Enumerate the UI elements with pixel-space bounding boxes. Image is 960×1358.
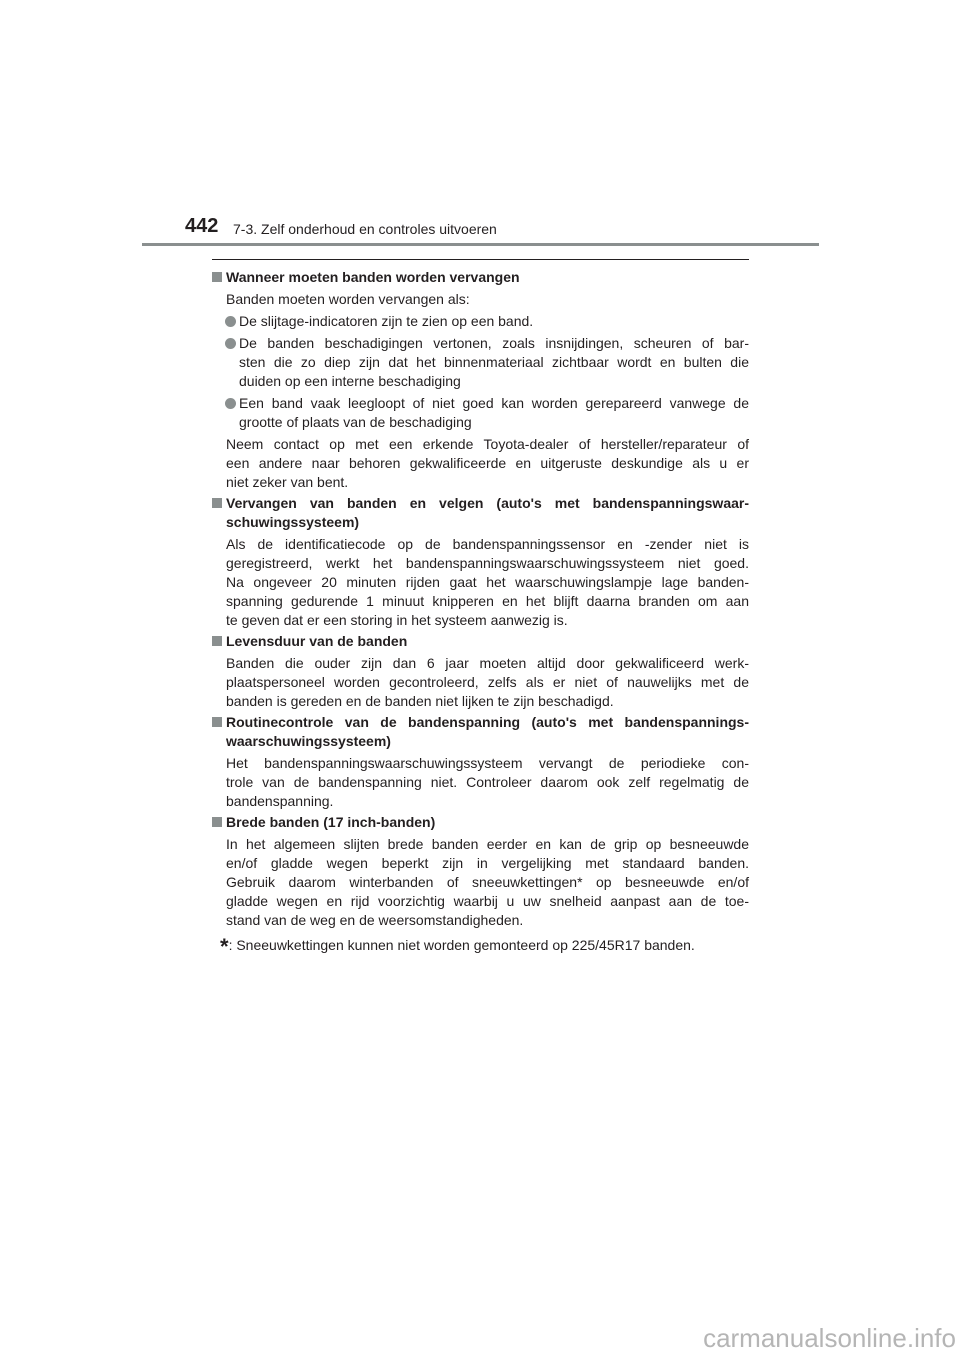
section	[212, 494, 749, 630]
chapter-title: 7-3. Zelf onderhoud en controles uitvoeren	[233, 221, 497, 237]
text-line: Als de identificatiecode op de bandenspanningssensor en -zender niet is	[226, 536, 749, 552]
page-content	[212, 266, 749, 959]
text-line: Levensduur van de banden	[226, 633, 408, 649]
square-bullet-icon	[212, 817, 222, 827]
circle-bullet-icon	[225, 398, 236, 409]
bullet-item	[212, 312, 749, 331]
text-line: Wanneer moeten banden worden vervangen	[226, 269, 520, 285]
text-line: Het bandenspanningswaarschuwingssysteem vervangt de periodieke con-	[226, 755, 749, 771]
section-heading	[212, 494, 749, 532]
text-line: Banden moeten worden vervangen als:	[226, 291, 470, 307]
bullet-item	[212, 334, 749, 391]
paragraph	[212, 535, 749, 630]
text-line: niet zeker van bent.	[226, 474, 349, 490]
section	[212, 813, 749, 930]
text-line: Een band vaak leegloopt of niet goed kan worden gerepareerd vanwege de	[239, 395, 749, 411]
text-line: schuwingssysteem)	[226, 514, 360, 530]
header-divider	[142, 243, 819, 246]
text-line: Gebruik daarom winterbanden of sneeuwkettingen* op besneeuwde en/of	[226, 874, 749, 890]
footnote-text: : Sneeuwkettingen kunnen niet worden gemonteerd op 225/45R17 banden.	[228, 937, 695, 953]
circle-bullet-icon	[225, 316, 236, 327]
text-line: duiden op een interne beschadiging	[239, 373, 461, 389]
footnote	[212, 933, 749, 959]
bullet-item	[212, 394, 749, 432]
text-line: De banden beschadigingen vertonen, zoals insnijdingen, scheuren of bar-	[239, 335, 749, 351]
text-line: gladde wegen en rijd voorzichtig waarbij u uw snelheid aanpast aan de toe-	[226, 893, 749, 909]
text-line: grootte of plaats van de beschadiging	[239, 414, 472, 430]
section-heading	[212, 713, 749, 751]
paragraph	[212, 835, 749, 930]
square-bullet-icon	[212, 272, 222, 282]
watermark: carmanualsonline.info	[703, 1323, 956, 1353]
square-bullet-icon	[212, 636, 222, 646]
section-heading	[212, 632, 749, 651]
text-line: Brede banden (17 inch-banden)	[226, 814, 436, 830]
text-line: trole van de bandenspanning niet. Controleer daarom ook zelf regelmatig de	[226, 774, 749, 790]
text-line: Vervangen van banden en velgen (auto's met bandenspanningswaar-	[226, 495, 749, 511]
section	[212, 268, 749, 492]
section	[212, 713, 749, 811]
square-bullet-icon	[212, 717, 222, 727]
footnote-marker: *	[220, 934, 229, 959]
page-number: 442	[185, 215, 219, 237]
text-line: Routinecontrole van de bandenspanning (auto's met bandenspannings-	[226, 714, 749, 730]
text-line: stand van de weg en de weersomstandigheden.	[226, 912, 524, 928]
section-divider	[212, 259, 749, 260]
text-line: Na ongeveer 20 minuten rijden gaat het waarschuwingslampje lage banden-	[226, 574, 749, 590]
text-line: een andere naar behoren gekwalificeerde en uitgeruste deskundige als u er	[226, 455, 749, 471]
text-line: banden is gereden en de banden niet lijken te zijn beschadigd.	[226, 693, 614, 709]
paragraph	[212, 290, 749, 309]
text-line: geregistreerd, werkt het bandenspanningswaarschuwingssysteem niet goed.	[226, 555, 749, 571]
section-heading	[212, 268, 749, 287]
text-line: bandenspanning.	[226, 793, 334, 809]
section	[212, 632, 749, 711]
text-line: te geven dat er een storing in het systeem aanwezig is.	[226, 612, 568, 628]
text-line: spanning gedurende 1 minuut knipperen en het blijft daarna branden om aan	[226, 593, 749, 609]
circle-bullet-icon	[225, 338, 236, 349]
text-line: plaatspersoneel worden gecontroleerd, zelfs als er niet of nauwelijks met de	[226, 674, 749, 690]
text-line: en/of gladde wegen beperkt zijn in vergelijking met standaard banden.	[226, 855, 749, 871]
text-line: sten die zo diep zijn dat het binnenmateriaal zichtbaar wordt en bulten die	[239, 354, 749, 370]
paragraph	[212, 654, 749, 711]
section-heading	[212, 813, 749, 832]
text-line: Neem contact op met een erkende Toyota-dealer of hersteller/reparateur of	[226, 436, 749, 452]
paragraph	[212, 754, 749, 811]
paragraph	[212, 435, 749, 492]
text-line: Banden die ouder zijn dan 6 jaar moeten altijd door gekwalificeerd werk-	[226, 655, 749, 671]
text-line: waarschuwingssysteem)	[226, 733, 391, 749]
square-bullet-icon	[212, 498, 222, 508]
text-line: In het algemeen slijten brede banden eerder en kan de grip op besneeuwde	[226, 836, 749, 852]
text-line: De slijtage-indicatoren zijn te zien op een band.	[239, 313, 534, 329]
